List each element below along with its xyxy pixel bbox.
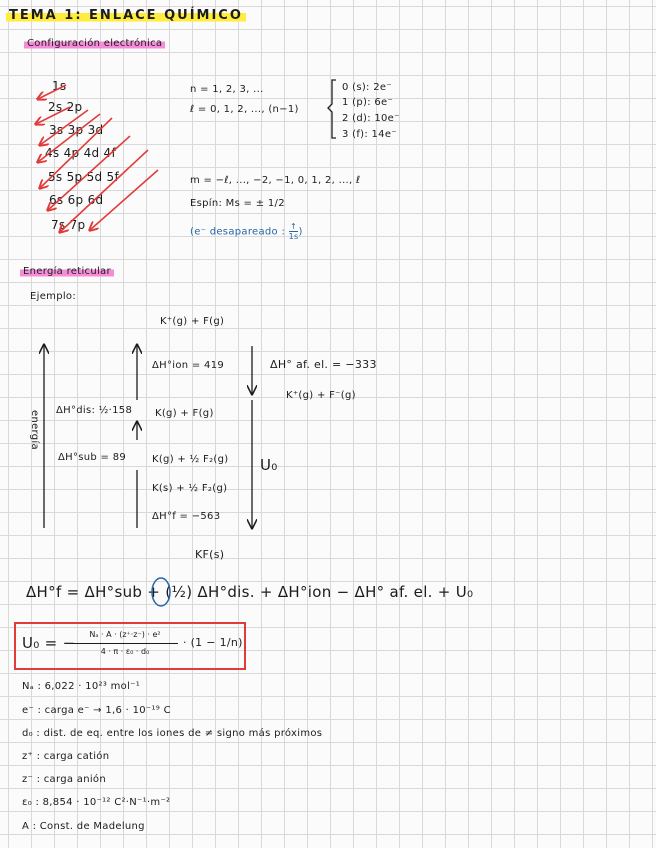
l-values-brace <box>328 80 336 138</box>
unpaired-orbital-label: 1s <box>288 232 299 241</box>
legend-item: e⁻ : carga e⁻ → 1,6 · 10⁻¹⁹ C <box>22 705 171 716</box>
state-top: K⁺(g) + F(g) <box>160 316 225 327</box>
m-values: m = −ℓ, ..., −2, −1, 0, 1, 2, ..., ℓ <box>190 175 361 186</box>
state-kg-fg: K(g) + F(g) <box>155 408 214 419</box>
example-label: Ejemplo: <box>30 291 77 302</box>
section-heading-configuration: Configuración electrónica <box>24 38 165 49</box>
l-value-f: 3 (f): 14e⁻ <box>342 129 397 140</box>
page-title: TEMA 1: ENLACE QUÍMICO <box>6 8 246 23</box>
orbital-row: 1s <box>52 79 67 93</box>
unpaired-orbital-box <box>289 222 299 241</box>
state-ks-f2: K(s) + ½ F₂(g) <box>152 483 228 494</box>
formation-label: ΔH°f = −563 <box>152 511 221 522</box>
section-heading-lattice-energy: Energía reticular <box>20 266 114 277</box>
legend-item: A : Const. de Madelung <box>22 821 145 832</box>
legend-item: ε₀ : 8,854 · 10⁻¹² C²·N⁻¹·m⁻² <box>22 797 171 808</box>
formula-denominator: 4 · π · ε₀ · d₀ <box>100 647 150 656</box>
unpaired-electron-note <box>190 222 303 241</box>
n-values: n = 1, 2, 3, ... <box>190 84 264 95</box>
legend-item: z⁻ : carga anión <box>22 774 106 785</box>
dissociation-label: ΔH°dis: ½·158 <box>56 405 133 416</box>
orbital-row: 4s 4p 4d 4f <box>45 146 116 160</box>
born-haber-equation: ΔH°f = ΔH°sub + (½) ΔH°dis. + ΔH°ion − ΔH° af. el. + U₀ <box>26 583 474 601</box>
state-kg-f2: K(g) + ½ F₂(g) <box>152 454 229 465</box>
l-values: ℓ = 0, 1, 2, ..., (n−1) <box>190 104 299 115</box>
unpaired-label: (e⁻ desapareado : <box>190 226 289 238</box>
l-value-s: 0 (s): 2e⁻ <box>342 82 392 93</box>
legend-item: Nₐ : 6,022 · 10²³ mol⁻¹ <box>22 681 141 692</box>
state-bottom: KF(s) <box>195 548 225 561</box>
l-value-p: 1 (p): 6e⁻ <box>342 97 394 108</box>
orbital-row: 3s 3p 3d <box>49 123 104 137</box>
formula-lhs: U₀ = − <box>22 634 76 652</box>
unpaired-close: ) <box>298 226 303 238</box>
legend-item: d₀ : dist. de eq. entre los iones de ≠ signo más próximos <box>22 728 323 739</box>
born-haber-arrows <box>44 345 252 528</box>
spin-values: Espín: Ms = ± 1/2 <box>190 198 285 209</box>
electron-affinity-label: ΔH° af. el. = −333 <box>270 358 377 371</box>
energy-axis-label: energía <box>29 410 40 450</box>
formula-rhs: · (1 − 1/n) <box>183 636 243 649</box>
legend-item: z⁺ : carga catión <box>22 751 110 762</box>
orbital-row: 6s 6p 6d <box>49 193 104 207</box>
orbital-row: 2s 2p <box>48 100 83 114</box>
orbital-row: 7s 7p <box>51 218 86 232</box>
fraction-bar <box>72 643 178 644</box>
lattice-energy-symbol: U₀ <box>260 456 278 474</box>
state-ions: K⁺(g) + F⁻(g) <box>286 390 356 401</box>
l-value-d: 2 (d): 10e⁻ <box>342 113 400 124</box>
ionization-label: ΔH°ion = 419 <box>152 360 225 371</box>
orbital-row: 5s 5p 5d 5f <box>48 170 119 184</box>
sublimation-label: ΔH°sub = 89 <box>58 452 127 463</box>
formula-numerator: Nₐ · A · (z⁺·z⁻) · e² <box>89 630 161 639</box>
up-arrow-icon: ↑ <box>290 222 298 231</box>
